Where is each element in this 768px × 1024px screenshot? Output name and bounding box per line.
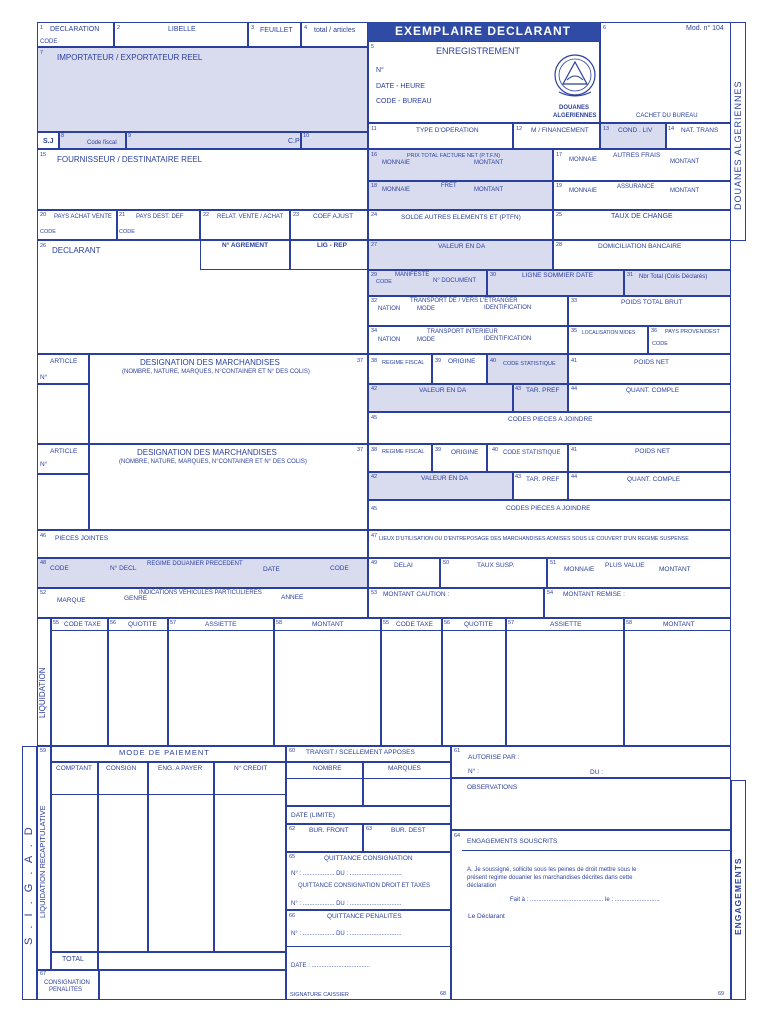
label-monnaie: MONNAIE xyxy=(564,566,595,573)
box-number: 42 xyxy=(371,386,378,392)
label-poids-net: POIDS NET xyxy=(634,359,670,366)
box-number: 61 xyxy=(454,748,461,754)
engagements-label: ENGAGEMENTS xyxy=(733,857,743,935)
box-number: 2 xyxy=(117,25,121,31)
label-solde: SOLDE AUTRES ELEMENTS ET (PTFN) xyxy=(401,214,521,221)
line-quittance-2: N° : ................... DU : ............................... xyxy=(291,901,402,907)
label-monnaie: MONNAIE xyxy=(382,187,411,193)
box-number: 47 xyxy=(371,533,378,539)
label-consignation: CONSIGNATION xyxy=(44,980,90,986)
box-number: 48 xyxy=(40,560,47,566)
box-number: 19 xyxy=(556,183,563,189)
label-date-limite: DATE (LIMITE) xyxy=(291,812,335,819)
label-monnaie: MONNAIE xyxy=(569,188,598,194)
label-pieces-jointes: PIECES JOINTES xyxy=(55,535,109,542)
label-prix-total: PRIX TOTAL FACTURE NET (P.T.F.N) xyxy=(407,153,501,159)
box-number: 8 xyxy=(61,133,65,139)
box-number: 15 xyxy=(40,152,47,158)
label-delai: DELAI xyxy=(394,562,413,569)
box-number: 41 xyxy=(571,447,578,453)
line-quittance-1: N° : ................... DU : ............................... xyxy=(291,871,402,877)
sigad-label: S . I . G . A . D xyxy=(23,824,35,945)
label-nombre: NOMBRE xyxy=(313,765,342,772)
box-consignation-value[interactable] xyxy=(99,970,286,1000)
box-number: 64 xyxy=(454,833,461,839)
box-number: 58 xyxy=(276,620,283,626)
label-regime-fiscal: REGIME FISCAL xyxy=(382,360,425,366)
box-number: 41 xyxy=(571,358,578,364)
label-date: DATE xyxy=(263,566,280,573)
box-article-1-body[interactable] xyxy=(37,384,89,444)
label-code-statistique: CODE STATISTIQUE xyxy=(503,361,556,367)
label-lieux: LIEUX D'UTILISATION OU D'ENTREPOSAGE DES MARCHANDISES ADMISES SOUS LE COUVERT D'UN REGIME SUSPENSE xyxy=(379,536,689,542)
box-number: 55 xyxy=(53,620,60,626)
box-number: 51 xyxy=(550,560,557,566)
box-number: 62 xyxy=(289,826,296,832)
label-valeur-da: VALEUR EN DA xyxy=(421,475,469,482)
box-number: 43 xyxy=(515,474,522,480)
text-fait-a: Fait à : ............................................ le : ........................... xyxy=(510,897,660,903)
customs-emblem-icon xyxy=(553,52,597,102)
label-quant-comple: QUANT. COMPLE xyxy=(627,476,681,483)
col-comptant[interactable] xyxy=(51,762,98,952)
label-poids-net: POIDS NET xyxy=(635,448,671,455)
box-quittance-penalites[interactable] xyxy=(286,910,451,1000)
label-total: TOTAL xyxy=(62,956,84,963)
label-signature-caissier: SIGNATURE CAISSIER xyxy=(290,992,349,998)
label-type-operation: TYPE D'OPERATION xyxy=(416,127,479,134)
label-montant: MONTANT xyxy=(474,160,504,166)
label-quotite: QUOTITE xyxy=(128,621,157,628)
label-code: CODE xyxy=(376,279,392,285)
label-comptant: COMPTANT xyxy=(56,765,92,772)
box-number: 31 xyxy=(627,272,634,278)
label-n-document: N° DOCUMENT xyxy=(433,278,477,284)
label-libelle: LIBELLE xyxy=(168,26,196,33)
label-plus-value: PLUS VALUE xyxy=(605,562,645,569)
liq-assiette-r[interactable] xyxy=(506,618,624,746)
box-number: 18 xyxy=(371,183,378,189)
label-indications: INDICATIONS VEHICULES PARTICULIERES xyxy=(139,590,262,596)
box-number: 65 xyxy=(289,854,296,860)
label-nbr-total: Nbr Total (Colis Déclarés) xyxy=(639,274,708,280)
emblem-text-2: ALGERIENNES xyxy=(553,113,597,119)
liq-montant-r[interactable] xyxy=(624,618,731,746)
label-tar-pref: TAR. PREF xyxy=(526,476,560,483)
label-identification: IDENTIFICATION xyxy=(484,305,532,311)
label-code-taxe: CODE TAXE xyxy=(64,621,101,628)
box-number: 43 xyxy=(515,386,522,392)
emblem-text-1: DOUANES xyxy=(559,105,590,111)
label-codes-pieces: CODES PIECES A JOINDRE xyxy=(508,416,593,423)
box-number: 30 xyxy=(490,272,497,278)
label-montant: MONTANT xyxy=(659,566,691,573)
label-valeur-da: VALEUR EN DA xyxy=(438,243,486,250)
box-number: 3 xyxy=(251,25,255,31)
label-penalites: PENALITES xyxy=(49,987,83,993)
label-origine: ORIGINE xyxy=(451,449,479,456)
box-number: 24 xyxy=(371,212,378,218)
label-sj: S.J xyxy=(43,138,54,145)
label-genre: GENRE xyxy=(124,595,148,602)
label-code-fiscal: Code fiscal xyxy=(87,140,117,146)
box-number: 45 xyxy=(371,415,378,421)
box-number: 50 xyxy=(443,560,450,566)
label-n-credit: N° CREDIT xyxy=(234,765,268,772)
label-consign: CONSIGN xyxy=(106,765,137,772)
label-code: CODE xyxy=(652,341,668,347)
box-number: 45 xyxy=(371,506,378,512)
label-codes-pieces: CODES PIECES A JOINDRE xyxy=(506,505,591,512)
label-pays-dest: PAYS DEST. DEF xyxy=(136,214,184,220)
label-bur-front: BUR. FRONT xyxy=(309,827,349,834)
label-relat: RELAT. VENTE / ACHAT xyxy=(217,214,284,220)
label-montant-caution: MONTANT CAUTION : xyxy=(383,591,450,598)
box-number: 39 xyxy=(435,447,442,453)
line-penalites: N° : ................... DU : ............................... xyxy=(291,931,402,937)
box-number: 58 xyxy=(626,620,633,626)
label-n-decl: N° DECL xyxy=(110,565,137,572)
label-identification: IDENTIFICATION xyxy=(484,336,532,342)
box-number: 32 xyxy=(371,298,378,304)
box-number: 63 xyxy=(366,826,373,832)
label-origine: ORIGINE xyxy=(448,358,476,365)
label-mode: MODE xyxy=(417,306,435,312)
label-nation: NATION xyxy=(378,337,401,343)
label-designation-sub: (NOMBRE, NATURE, MARQUES, N°CONTAINER ET N° DES COLIS) xyxy=(122,369,310,375)
label-montant: MONTANT xyxy=(474,187,504,193)
box-number: 20 xyxy=(40,212,47,218)
box-number: 46 xyxy=(40,533,47,539)
label-montant: MONTANT xyxy=(663,621,695,628)
label-regime-precedent: REGIME DOUANIER PRECEDENT xyxy=(147,561,243,567)
box-total-value[interactable] xyxy=(98,952,286,970)
penalites-divider xyxy=(286,946,451,947)
box-number: 42 xyxy=(371,474,378,480)
label-bur-dest: BUR. DEST xyxy=(391,827,426,834)
label-code: CODE xyxy=(119,229,135,235)
label-engagements-souscrits: ENGAGEMENTS SOUSCRITS xyxy=(467,838,558,845)
box-number: 40 xyxy=(492,447,499,453)
box-number: 67 xyxy=(40,971,47,977)
label-montant: MONTANT xyxy=(312,621,344,628)
box-number: 44 xyxy=(571,386,578,392)
label-declarant: DECLARANT xyxy=(52,246,101,255)
label-declaration: DECLARATION xyxy=(50,26,100,33)
label-monnaie: MONNAIE xyxy=(569,157,598,163)
box-number: 23 xyxy=(293,212,300,218)
liquidation-label: LIQUIDATION xyxy=(38,667,47,718)
label-pays-provenance: PAYS PROVEN/DEST xyxy=(665,329,720,335)
box-number: 56 xyxy=(444,620,451,626)
box-number: 35 xyxy=(571,328,578,334)
label-feuillet: FEUILLET xyxy=(260,27,293,34)
label-localisation: LOCALISATION M/DES xyxy=(582,330,636,336)
form-title: EXEMPLAIRE DECLARANT xyxy=(395,24,572,38)
box-number: 26 xyxy=(40,243,47,249)
box-number: 57 xyxy=(508,620,515,626)
label-n: N° : xyxy=(468,768,479,775)
label-tar-pref: TAR. PREF xyxy=(526,387,560,394)
label-taux-susp: TAUX SUSP. xyxy=(477,562,515,569)
label-mode: MODE xyxy=(417,337,435,343)
box-number: 38 xyxy=(371,358,378,364)
label-le-declarant: Le Déclarant xyxy=(468,913,505,920)
label-n: N° xyxy=(40,374,48,381)
box-number: 68 xyxy=(440,991,447,997)
label-designation: DESIGNATION DES MARCHANDISES xyxy=(140,358,280,367)
liq-code-taxe-l[interactable] xyxy=(51,618,108,746)
liq-assiette-l[interactable] xyxy=(168,618,274,746)
col-n-credit[interactable] xyxy=(214,762,286,952)
label-autres-frais: AUTRES FRAIS xyxy=(613,152,661,159)
label-m-financement: M / FINANCEMENT xyxy=(531,127,589,134)
box-number: 9 xyxy=(128,133,132,139)
label-designation: DESIGNATION DES MARCHANDISES xyxy=(137,448,277,457)
label-annee: ANNEE xyxy=(281,594,304,601)
label-cachet: CACHET DU BUREAU xyxy=(636,113,698,119)
label-total-articles: total / articles xyxy=(314,27,356,34)
label-mode-paiement: MODE DE PAIEMENT xyxy=(119,748,210,757)
label-domiciliation: DOMICILIATION BANCAIRE xyxy=(598,243,682,250)
label-mod: Mod. n° 104 xyxy=(686,25,724,32)
box-number: 27 xyxy=(371,242,378,248)
box-number: 14 xyxy=(668,126,675,132)
label-cond-liv: COND . LIV xyxy=(618,127,653,134)
label-ligne-sommier: LIGNE SOMMIER DATE xyxy=(522,272,594,279)
label-fournisseur: FOURNISSEUR / DESTINATAIRE REEL xyxy=(57,155,203,164)
label-code-bureau: CODE - BUREAU xyxy=(376,98,432,105)
transit-header-line xyxy=(286,778,451,779)
text-declaration-1: A. Je soussigné, sollicite sous les peines de droit mettre sous le xyxy=(467,867,637,873)
label-eng-payer: ENG. A PAYER xyxy=(158,765,203,772)
engagements-divider xyxy=(462,850,731,851)
label-code: CODE xyxy=(330,565,349,572)
label-fret: FRET xyxy=(441,183,457,189)
box-number: 1 xyxy=(40,25,44,31)
box-number: 56 xyxy=(110,620,117,626)
side-label: DOUANES ALGERIENNES xyxy=(733,80,743,210)
box-number: 6 xyxy=(603,25,607,31)
label-importateur: IMPORTATEUR / EXPORTATEUR REEL xyxy=(57,53,203,62)
box-number: 39 xyxy=(435,358,442,364)
box-code-statistique-1[interactable] xyxy=(487,354,568,384)
box-number: 10 xyxy=(303,133,310,139)
label-quotite: QUOTITE xyxy=(464,621,493,628)
box-number: 16 xyxy=(371,152,378,158)
label-article: ARTICLE xyxy=(50,448,78,455)
label-montant: MONTANT xyxy=(670,188,700,194)
label-n: N° xyxy=(376,67,384,74)
box-number: 33 xyxy=(571,298,578,304)
box-number: 37 xyxy=(357,447,364,453)
box-number: 37 xyxy=(357,358,364,364)
label-montant-remise: MONTANT REMISE : xyxy=(563,591,625,598)
label-marque: MARQUE xyxy=(57,597,86,604)
label-marques: MARQUES xyxy=(388,765,421,772)
col-eng-payer[interactable] xyxy=(148,762,214,952)
label-autorise: AUTORISE PAR : xyxy=(468,754,520,761)
box-number: 52 xyxy=(40,590,47,596)
label-transport-etranger: TRANSPORT DE / VERS L'ETRANGER xyxy=(410,298,518,304)
box-number: 49 xyxy=(371,560,378,566)
box-number: 21 xyxy=(119,212,126,218)
label-transport-interieur: TRANSPORT INTERIEUR xyxy=(427,329,498,335)
label-quittance-consignation: QUITTANCE CONSIGNATION xyxy=(324,855,413,862)
label-code-statistique: CODE STATISTIQUE xyxy=(503,450,561,456)
paiement-divider-left xyxy=(51,794,98,795)
label-quittance-penalites: QUITTANCE PENALITES xyxy=(327,913,402,920)
box-number: 40 xyxy=(490,358,497,364)
label-transit: TRANSIT / SCELLEMENT APPOSES xyxy=(306,749,415,756)
box-number: 66 xyxy=(289,913,296,919)
label-date-heure: DATE - HEURE xyxy=(376,83,425,90)
box-cachet[interactable] xyxy=(600,22,731,123)
box-number: 34 xyxy=(371,328,378,334)
box-number: 4 xyxy=(304,25,308,31)
label-pays-achat: PAYS ACHAT VENTE xyxy=(54,214,112,220)
label-montant: MONTANT xyxy=(670,159,700,165)
label-enregistrement: ENREGISTREMENT xyxy=(436,46,521,56)
label-assurance: ASSURANCE xyxy=(617,184,655,190)
box-number: 60 xyxy=(289,748,296,754)
label-lig-rep: LIG - REP xyxy=(317,242,347,249)
label-du: DU : xyxy=(590,769,603,776)
liq-code-taxe-r[interactable] xyxy=(381,618,442,746)
label-observations: OBSERVATIONS xyxy=(467,784,518,791)
box-number: 69 xyxy=(718,991,725,997)
label-code-taxe: CODE TAXE xyxy=(396,621,433,628)
box-number: 54 xyxy=(547,590,554,596)
label-code: CODE xyxy=(40,39,58,45)
label-nat-trans: NAT. TRANS xyxy=(681,127,719,134)
liq-quotite-l[interactable] xyxy=(108,618,168,746)
label-nation: NATION xyxy=(378,306,401,312)
box-number: 28 xyxy=(556,242,563,248)
box-number: 13 xyxy=(603,126,610,132)
col-consign[interactable] xyxy=(98,762,148,952)
box-number: 29 xyxy=(371,272,378,278)
label-coef: COEF AJUST xyxy=(313,213,354,220)
box-number: 5 xyxy=(371,44,375,50)
box-number: 17 xyxy=(556,152,563,158)
box-number: 25 xyxy=(556,212,563,218)
liq-recap-label: LIQUIDATION RECAPITULATIVE xyxy=(38,805,47,918)
box-cp[interactable] xyxy=(301,132,368,149)
box-number: 12 xyxy=(516,126,523,132)
box-number: 53 xyxy=(371,590,378,596)
label-agrement: N° AGREMENT xyxy=(222,242,269,249)
label-cp: C.P xyxy=(288,138,300,145)
label-poids-total-brut: POIDS TOTAL BRUT xyxy=(621,299,683,306)
text-declaration-2: présent regime douanier les marchandises décrites dans cette xyxy=(467,875,633,881)
label-article: ARTICLE xyxy=(50,358,78,365)
label-quittance-droits: QUITTANCE CONSIGNATION DROIT ET TAXES xyxy=(298,883,431,889)
box-number: 59 xyxy=(40,748,47,754)
label-valeur-da: VALEUR EN DA xyxy=(419,387,467,394)
label-monnaie: MONNAIE xyxy=(382,160,411,166)
box-number: 44 xyxy=(571,474,578,480)
label-regime-fiscal: REGIME FISCAL xyxy=(382,449,425,455)
label-code: CODE xyxy=(40,229,56,235)
box-number: 38 xyxy=(371,447,378,453)
label-manifeste: MANIFESTE xyxy=(395,272,430,278)
box-fiscal-value[interactable] xyxy=(126,132,301,149)
liq-montant-l[interactable] xyxy=(274,618,381,746)
label-assiette: ASSIETTE xyxy=(550,621,582,628)
box-number: 57 xyxy=(170,620,177,626)
label-taux-change: TAUX DE CHANGE xyxy=(611,213,673,220)
box-article-2-body[interactable] xyxy=(37,474,89,530)
box-number: 7 xyxy=(40,50,44,56)
label-designation-sub: (NOMBRE, NATURE, MARQUES, N°CONTAINER ET N° DES COLIS) xyxy=(119,459,307,465)
text-declaration-3: déclaration xyxy=(467,883,497,889)
liq-quotite-r[interactable] xyxy=(442,618,506,746)
label-code: CODE xyxy=(50,565,69,572)
label-assiette: ASSIETTE xyxy=(205,621,237,628)
box-number: 11 xyxy=(371,126,377,132)
label-quant-comple: QUANT. COMPLE xyxy=(626,387,680,394)
line-date: DATE : ................................... xyxy=(291,963,370,969)
label-n: N° xyxy=(40,461,48,468)
liq-header-line xyxy=(51,630,731,631)
box-number: 55 xyxy=(383,620,390,626)
box-number: 36 xyxy=(651,328,658,334)
box-number: 22 xyxy=(203,212,210,218)
